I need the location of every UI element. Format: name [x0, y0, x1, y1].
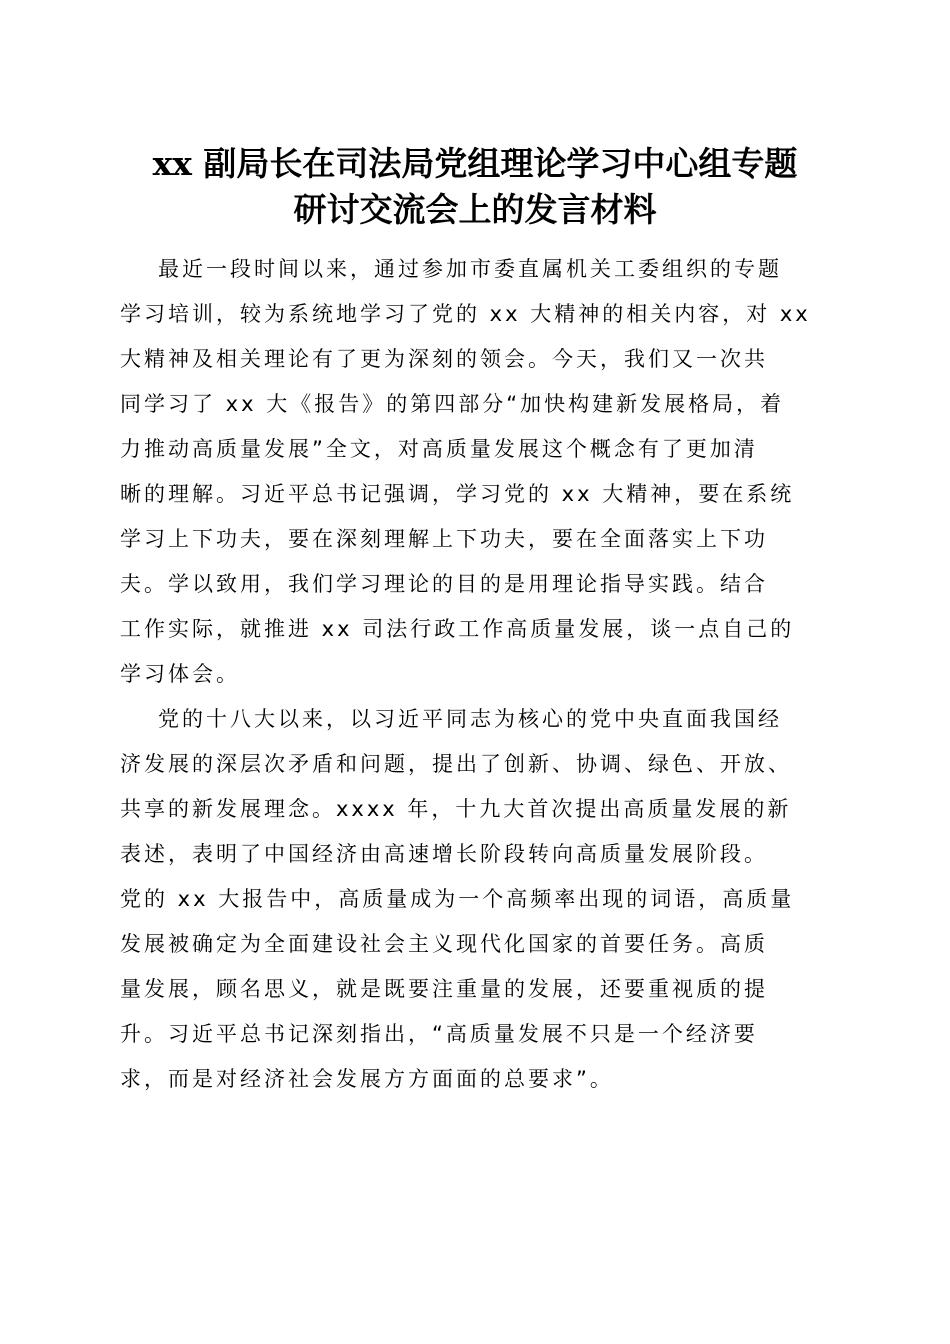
paragraph-1-line: 夫。学以致用，我们学习理论的目的是用理论指导实践。结合 — [120, 572, 768, 596]
paragraph-1-line: 学习体会。 — [120, 662, 240, 686]
paragraph-1-line: 最近一段时间以来，通过参加市委直属机关工委组织的专题 — [158, 257, 782, 281]
paragraph-1-line: 晰的理解。习近平总书记强调，学习党的 xx 大精神，要在系统 — [120, 482, 795, 506]
paragraph-2-line: 升。习近平总书记深刻指出，“高质量发展不只是一个经济要 — [120, 1022, 758, 1046]
paragraph-2-line: 发展被确定为全面建设社会主义现代化国家的首要任务。高质 — [120, 932, 768, 956]
paragraph-2-line: 党的十八大以来，以习近平同志为核心的党中央直面我国经 — [158, 707, 782, 731]
paragraph-2-line: 量发展，顾名思义，就是既要注重量的发展，还要重视质的提 — [120, 977, 768, 1001]
paragraph-1-line: 学习上下功夫，要在深刻理解上下功夫，要在全面落实上下功 — [120, 527, 768, 551]
paragraph-1-line: 大精神及相关理论有了更为深刻的领会。今天，我们又一次共 — [120, 347, 768, 371]
paragraph-2-line: 济发展的深层次矛盾和问题，提出了创新、协调、绿色、开放、 — [120, 752, 792, 776]
document-title-line-1: xx 副局长在司法局党组理论学习中心组专题 — [152, 144, 798, 183]
paragraph-2-line: 求，而是对经济社会发展方方面面的总要求”。 — [120, 1067, 614, 1091]
paragraph-2-line: 党的 xx 大报告中，高质量成为一个高频率出现的词语，高质量 — [120, 887, 795, 911]
paragraph-2-line: 表述，表明了中国经济由高速增长阶段转向高质量发展阶段。 — [120, 842, 768, 866]
paragraph-2-line: 共享的新发展理念。xxxx 年，十九大首次提出高质量发展的新 — [120, 797, 792, 821]
paragraph-1-line: 力推动高质量发展”全文，对高质量发展这个概念有了更加清 — [120, 437, 758, 461]
paragraph-1-line: 学习培训，较为系统地学习了党的 xx 大精神的相关内容，对 xx — [120, 302, 811, 326]
document-title-line-2: 研讨交流会上的发言材料 — [293, 190, 657, 229]
paragraph-1-line: 工作实际，就推进 xx 司法行政工作高质量发展，谈一点自己的 — [120, 617, 795, 641]
paragraph-1-line: 同学习了 xx 大《报告》的第四部分“加快构建新发展格局，着 — [120, 392, 785, 416]
